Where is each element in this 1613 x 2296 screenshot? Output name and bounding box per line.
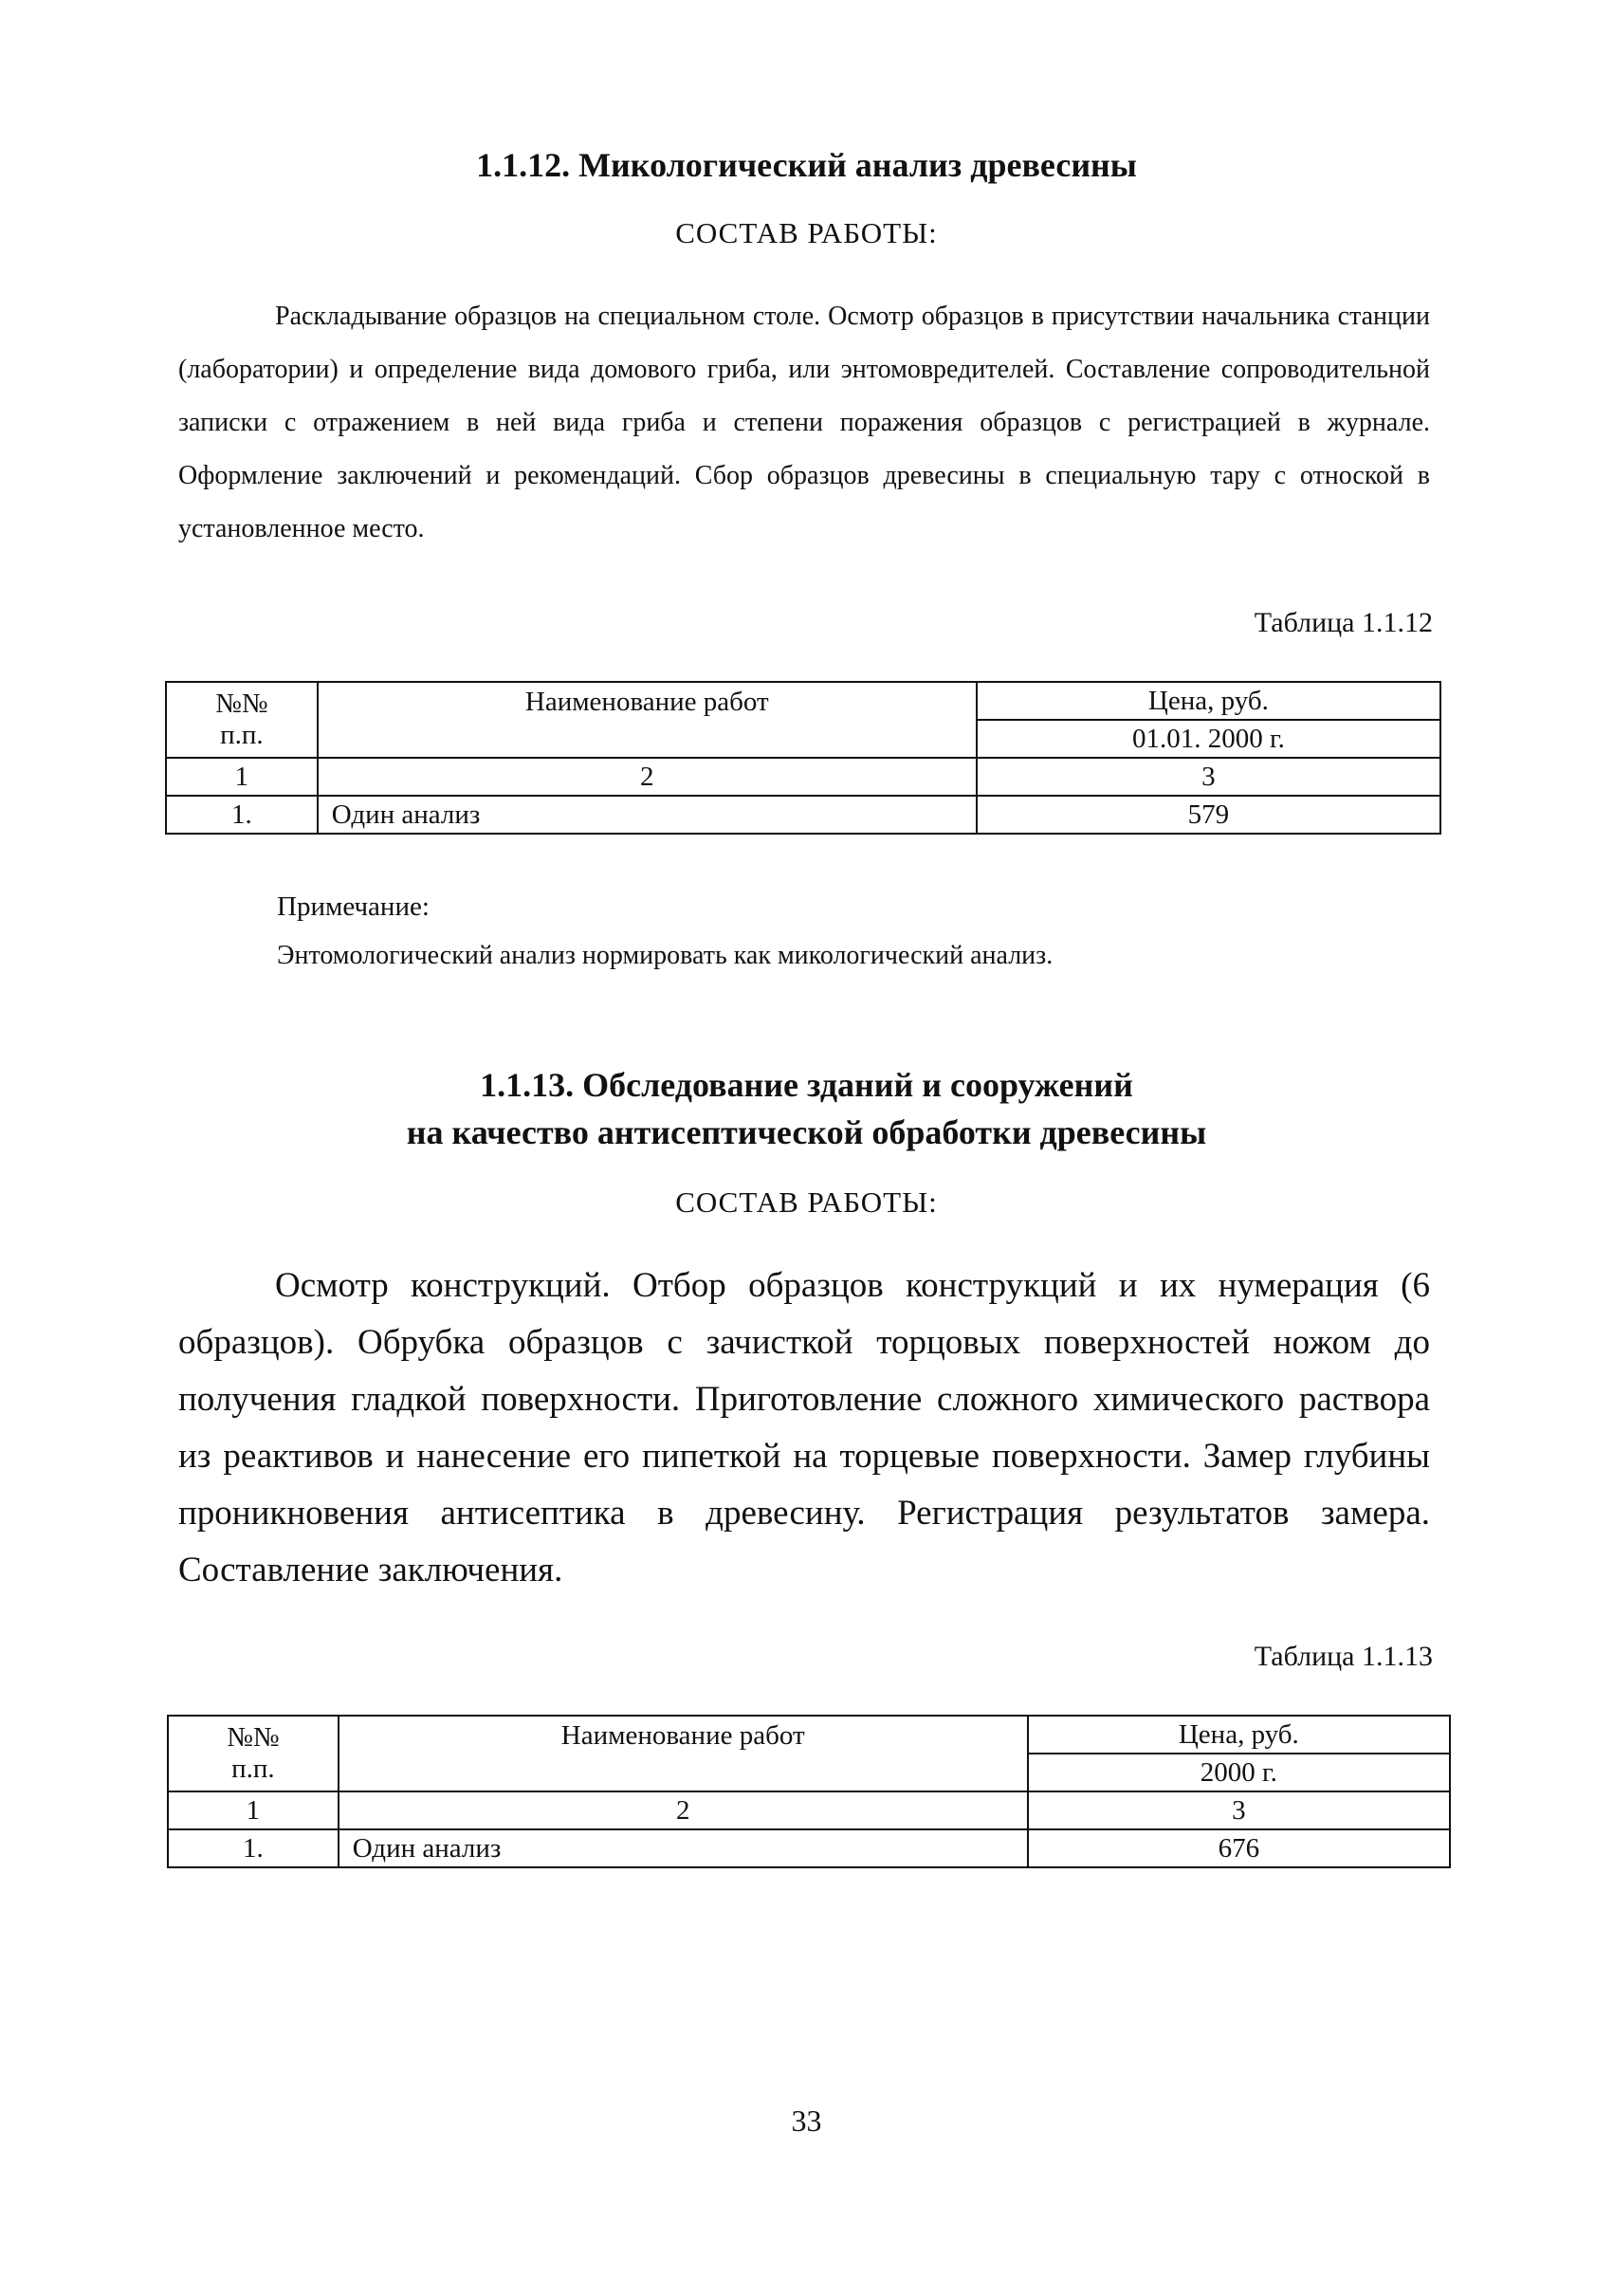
row-work-name: Один анализ (339, 1829, 1028, 1867)
price-table-1-1-12 (165, 681, 1441, 835)
table-row (166, 796, 1440, 834)
column-header-price: Цена, руб. (977, 682, 1440, 720)
table-index-row (166, 758, 1440, 796)
column-header-number: №№ п.п. (168, 1716, 339, 1791)
section-title-1-1-13-line-2: на качество антисептической обработки древесины (406, 1113, 1207, 1151)
row-work-name: Один анализ (318, 796, 977, 834)
table-caption-1-1-13: Таблица 1.1.13 (1254, 1641, 1433, 1672)
note-text: Энтомологический анализ нормировать как микологический анализ. (277, 941, 1054, 970)
section-title-1-1-13-line-1: 1.1.13. Обследование зданий и сооружений (480, 1066, 1133, 1104)
table-index-row (168, 1791, 1450, 1829)
column-header-price-date: 01.01. 2000 г. (977, 720, 1440, 758)
note-label: Примечание: (277, 891, 430, 922)
work-description-1: Раскладывание образцов на специальном столе. Осмотр образцов в присутствии начальника станции (лаборатории) и определение вида домового гриба, или энтомовредителей. Составление сопроводительной записки с отражением в ней вида гриба и степени поражения образцов с регистрацией в журнале. Оформление заключений и рекомендаций. Сбор образцов древесины в специальную тару с отноской в установленное место. (178, 302, 1430, 543)
index-cell: 1 (168, 1791, 339, 1829)
table-row (168, 1829, 1450, 1867)
row-price: 676 (1028, 1829, 1450, 1867)
column-header-work-name: Наименование работ (318, 682, 977, 758)
column-header-number: №№ п.п. (166, 682, 318, 758)
column-header-work-name: Наименование работ (339, 1716, 1028, 1791)
table-caption-1-1-12: Таблица 1.1.12 (1254, 607, 1433, 638)
section-title-1-1-12: 1.1.12. Микологический анализ древесины (476, 146, 1137, 184)
index-cell: 3 (977, 758, 1440, 796)
index-cell: 2 (339, 1791, 1028, 1829)
index-cell: 2 (318, 758, 977, 796)
column-header-price: Цена, руб. (1028, 1716, 1450, 1754)
column-header-price-date: 2000 г. (1028, 1754, 1450, 1791)
index-cell: 1 (166, 758, 318, 796)
price-table-1-1-13 (167, 1715, 1451, 1868)
work-description-2: Осмотр конструкций. Отбор образцов конструкций и их нумерация (6 образцов). Обрубка образцов с зачисткой торцовых поверхностей ножом до получения гладкой поверхности. Приготовление сложного химического раствора из реактивов и нанесение его пипеткой на торцевые поверхности. Замер глубины проникновения антисептика в древесину. Регистрация результатов замера. Составление заключения. (178, 1266, 1430, 1589)
row-number: 1. (166, 796, 318, 834)
row-number: 1. (168, 1829, 339, 1867)
work-composition-heading-2: СОСТАВ РАБОТЫ: (675, 1185, 938, 1219)
index-cell: 3 (1028, 1791, 1450, 1829)
page-number: 33 (791, 2103, 822, 2138)
row-price: 579 (977, 796, 1440, 834)
work-composition-heading-1: СОСТАВ РАБОТЫ: (675, 216, 938, 249)
